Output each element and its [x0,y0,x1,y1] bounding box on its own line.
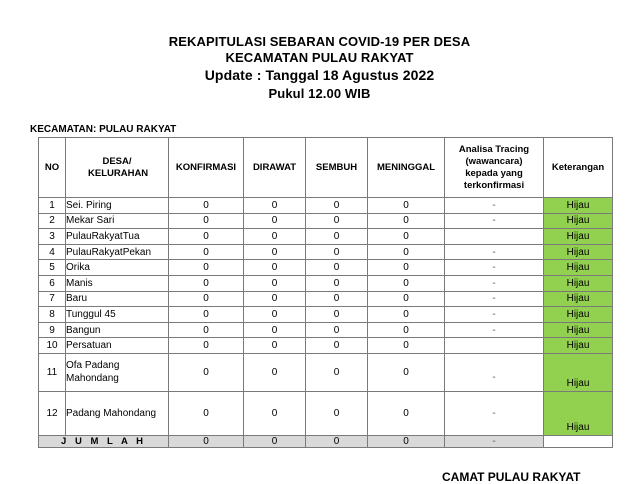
table-row [39,391,613,435]
cell-analisa: - [445,260,544,276]
cell-desa: Manis [66,275,169,291]
cell-keterangan: Hijau [544,229,613,245]
cell-konfirmasi: 0 [169,244,244,260]
cell-no: 4 [39,244,66,260]
cell-no: 10 [39,338,66,354]
cell-keterangan: Hijau [544,391,613,435]
cell-analisa: - [445,307,544,323]
cell-meninggal: 0 [368,275,445,291]
table-row [39,198,613,214]
cell-keterangan: Hijau [544,338,613,354]
cell-no: 5 [39,260,66,276]
cell-konfirmasi: 0 [169,338,244,354]
col-header-meninggal: MENINGGAL [368,138,445,198]
cell-desa: Baru [66,291,169,307]
cell-dirawat: 0 [244,198,306,214]
table-row [39,213,613,229]
cell-keterangan: Hijau [544,260,613,276]
cell-konfirmasi: 0 [169,322,244,338]
cell-analisa: - [445,244,544,260]
cell-meninggal: 0 [368,198,445,214]
cell-desa: Ofa Padang Mahondang [66,353,169,391]
cell-sembuh: 0 [306,338,368,354]
cell-keterangan: Hijau [544,322,613,338]
cell-konfirmasi: 0 [169,260,244,276]
document-header [0,34,639,102]
cell-sembuh: 0 [306,260,368,276]
cell-keterangan: Hijau [544,307,613,323]
cell-analisa: - [445,213,544,229]
table-row [39,338,613,354]
col-header-no: NO [39,138,66,198]
cell-meninggal: 0 [368,391,445,435]
cell-dirawat: 0 [244,391,306,435]
total-analisa: - [445,435,544,447]
cell-sembuh: 0 [306,198,368,214]
cell-sembuh: 0 [306,213,368,229]
cell-no: 1 [39,198,66,214]
table-row [39,275,613,291]
col-header-sembuh: SEMBUH [306,138,368,198]
total-keterangan [544,435,613,447]
total-meninggal: 0 [368,435,445,447]
cell-no: 6 [39,275,66,291]
total-row [39,435,613,447]
cell-no: 8 [39,307,66,323]
table-row [39,291,613,307]
cell-desa: PulauRakyatPekan [66,244,169,260]
cell-desa: Bangun [66,322,169,338]
kecamatan-label: KECAMATAN: PULAU RAKYAT [30,124,177,135]
cell-meninggal: 0 [368,353,445,391]
table-row [39,307,613,323]
cell-no: 9 [39,322,66,338]
cell-dirawat: 0 [244,260,306,276]
cell-meninggal: 0 [368,229,445,245]
cell-sembuh: 0 [306,307,368,323]
cell-dirawat: 0 [244,213,306,229]
col-header-keterangan: Keterangan [544,138,613,198]
total-label: J U M L A H [39,435,169,447]
cell-analisa: - [445,198,544,214]
cell-konfirmasi: 0 [169,391,244,435]
table-row [39,229,613,245]
cell-sembuh: 0 [306,353,368,391]
cell-konfirmasi: 0 [169,307,244,323]
cell-sembuh: 0 [306,291,368,307]
col-header-analisa: Analisa Tracing (wawancara) kepada yang terkonfirmasi [445,138,544,198]
cell-desa: Persatuan [66,338,169,354]
cell-dirawat: 0 [244,229,306,245]
report-update-time: Pukul 12.00 WIB [268,86,371,101]
table-row [39,260,613,276]
cell-keterangan: Hijau [544,275,613,291]
cell-sembuh: 0 [306,391,368,435]
cell-konfirmasi: 0 [169,229,244,245]
table-row [39,322,613,338]
cell-konfirmasi: 0 [169,198,244,214]
cell-desa: Orika [66,260,169,276]
cell-sembuh: 0 [306,244,368,260]
cell-meninggal: 0 [368,322,445,338]
cell-konfirmasi: 0 [169,213,244,229]
cell-analisa [445,229,544,245]
cell-sembuh: 0 [306,275,368,291]
cell-analisa [445,338,544,354]
col-header-desa: DESA/ KELURAHAN [66,138,169,198]
cell-no: 3 [39,229,66,245]
cell-no: 2 [39,213,66,229]
table-row [39,244,613,260]
cell-dirawat: 0 [244,353,306,391]
report-title: REKAPITULASI SEBARAN COVID-19 PER DESA [168,34,471,49]
col-header-konfirmasi: KONFIRMASI [169,138,244,198]
cell-no: 7 [39,291,66,307]
cell-dirawat: 0 [244,338,306,354]
cell-dirawat: 0 [244,322,306,338]
cell-meninggal: 0 [368,260,445,276]
cell-no: 11 [39,353,66,391]
cell-meninggal: 0 [368,307,445,323]
cell-meninggal: 0 [368,213,445,229]
cell-meninggal: 0 [368,291,445,307]
signature-label: CAMAT PULAU RAKYAT [442,470,581,484]
cell-desa: Padang Mahondang [66,391,169,435]
cell-analisa: - [445,291,544,307]
total-konfirmasi: 0 [169,435,244,447]
report-update-date: Update : Tanggal 18 Agustus 2022 [204,67,435,83]
cell-analisa: - [445,391,544,435]
cell-sembuh: 0 [306,322,368,338]
cell-desa: PulauRakyatTua [66,229,169,245]
cell-desa: Sei. Piring [66,198,169,214]
cell-dirawat: 0 [244,244,306,260]
table-row [39,353,613,391]
cell-sembuh: 0 [306,229,368,245]
cell-keterangan: Hijau [544,353,613,391]
cell-desa: Mekar Sari [66,213,169,229]
total-dirawat: 0 [244,435,306,447]
cell-dirawat: 0 [244,275,306,291]
table-header-row [39,138,613,198]
report-subtitle-kecamatan: KECAMATAN PULAU RAKYAT [225,50,414,65]
cell-meninggal: 0 [368,244,445,260]
cell-konfirmasi: 0 [169,275,244,291]
rekap-table [38,137,613,448]
cell-no: 12 [39,391,66,435]
cell-keterangan: Hijau [544,213,613,229]
cell-keterangan: Hijau [544,198,613,214]
cell-analisa: - [445,322,544,338]
cell-desa: Tunggul 45 [66,307,169,323]
cell-keterangan: Hijau [544,244,613,260]
cell-dirawat: 0 [244,307,306,323]
cell-keterangan: Hijau [544,291,613,307]
cell-analisa: - [445,353,544,391]
cell-dirawat: 0 [244,291,306,307]
cell-konfirmasi: 0 [169,291,244,307]
cell-meninggal: 0 [368,338,445,354]
total-sembuh: 0 [306,435,368,447]
cell-analisa: - [445,275,544,291]
col-header-dirawat: DIRAWAT [244,138,306,198]
cell-konfirmasi: 0 [169,353,244,391]
